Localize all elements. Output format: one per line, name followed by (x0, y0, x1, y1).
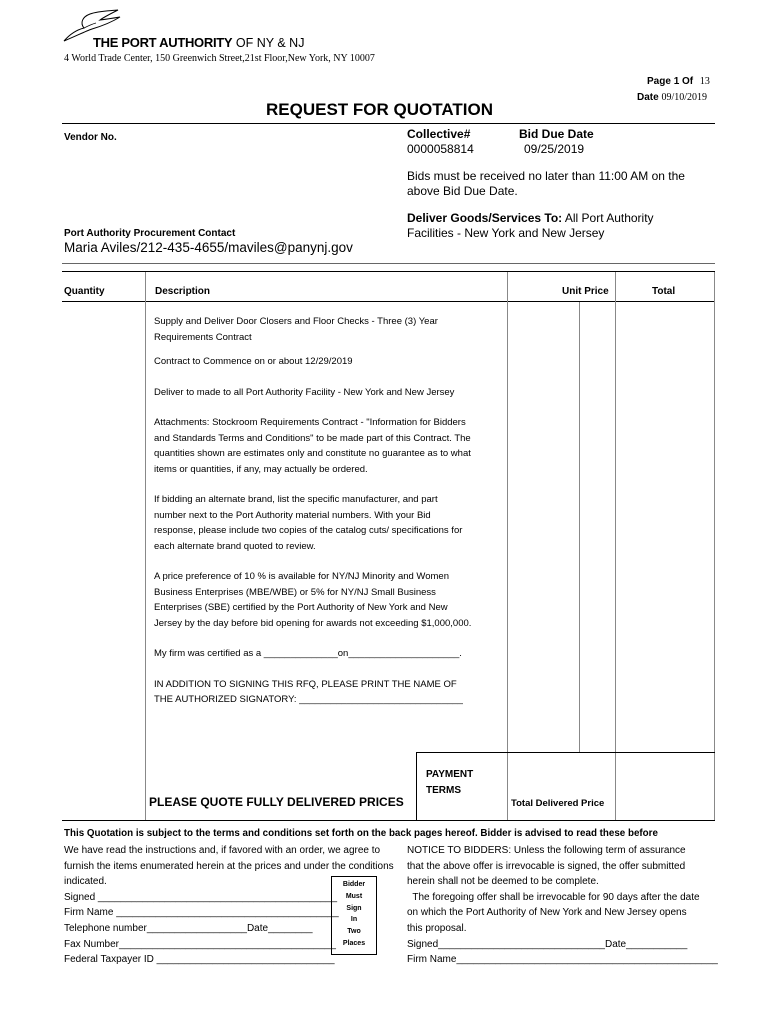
org-name-bold: THE PORT AUTHORITY (93, 35, 233, 50)
collective-value: 0000058814 (407, 142, 474, 156)
col-description: Description (155, 286, 211, 297)
divider (62, 123, 715, 124)
fax-field[interactable]: Fax Number_______________________________________ (64, 938, 336, 950)
page-indicator: Page 1 Of 13 (647, 76, 710, 87)
item-description: Supply and Deliver Door Closers and Floor Checks - Three (3) Year Requirements Contract Contract to Commence on or about 12/29/2019 Deliver to made to all Port Authority Facility - New York and New Jersey Attachments: Stockroom Requirements Contract - "Information for Bidders and Standards Terms and Conditions" to be made part of this Contract. The quantities shown are estimates only and constitute no guarantee as to what items or quantities, if any, may actually be ordered. If bidding an alternate brand, list the specific manufacturer, and part number next to the Port Authority material numbers. With your Bid response, please include two copies of the catalog cuts/ specifications for each alternate brand quoted to review. A price preference of 10 % is available for NY/NJ Minority and Women Business Enterprises (MBE/WBE) or 5% for NY/NJ Small Business Enterprises (SBE) certified by the Port Authority of New York and New Jersey by the day before bid opening for awards not exceeding $1,000,000. My firm was certified as a ______________on_____________________. IN ADDITION TO SIGNING THIS RFQ, PLEASE PRINT THE NAME OF THE AUTHORIZED SIGNATORY: _______________________________ (154, 316, 472, 705)
document-date: Date 09/10/2019 (637, 92, 708, 103)
bidder-agreement: We have read the instructions and, if favored with an order, we agree to furnish the items enumerated herein at the prices and under the conditions indicated. Signed ___________________________________________ Firm Name ________________________________________ Telephone number__________________Date________ Fax Number_______________________________________ Federal Taxpayer ID ________________________________ (64, 843, 394, 968)
total-delivered-price-label: Total Delivered Price (511, 798, 605, 809)
procurement-contact-label: Port Authority Procurement Contact (64, 228, 236, 239)
org-name-suffix: OF NY & NJ (235, 36, 305, 50)
table-bottom-line (62, 820, 715, 821)
divider (62, 271, 715, 272)
payment-terms-label: PAYMENT TERMS (426, 769, 474, 796)
bid-due-value: 09/25/2019 (524, 142, 585, 156)
bidder-must-sign-box: Bidder Must Sign In Two Places (331, 876, 377, 955)
col-unit-price: Unit Price (562, 286, 609, 297)
table-col-line (145, 272, 146, 820)
unit-price-bottom-line (507, 752, 715, 753)
quote-delivered-prices: PLEASE QUOTE FULLY DELIVERED PRICES (149, 795, 404, 809)
irrevocable-firm-name-field[interactable]: Firm Name_______________________________________________ (407, 954, 718, 966)
deliver-to: Deliver Goods/Services To: All Port Authority Facilities - New York and New Jersey (407, 211, 654, 240)
irrevocable-signed-field[interactable]: Signed______________________________Date___________ (407, 938, 688, 950)
table-col-line (714, 272, 715, 820)
org-address: 4 World Trade Center, 150 Greenwich Street,21st Floor,New York, NY 10007 (64, 53, 375, 64)
divider (62, 263, 715, 264)
vendor-no-label: Vendor No. (64, 132, 117, 143)
telephone-field[interactable]: Telephone number__________________Date________ (64, 922, 313, 934)
table-col-line (615, 272, 616, 820)
taxpayer-id-field[interactable]: Federal Taxpayer ID ________________________________ (64, 954, 335, 966)
col-total: Total (652, 286, 676, 297)
signed-field[interactable]: Signed ___________________________________________ (64, 891, 338, 903)
table-header-line (62, 301, 715, 302)
collective-label: Collective# (407, 127, 471, 141)
firm-name-field[interactable]: Firm Name ________________________________________ (64, 907, 339, 919)
bids-notice: Bids must be received no later than 11:00 AM on the above Bid Due Date. (407, 169, 685, 198)
table-col-line (507, 272, 508, 820)
bid-due-label: Bid Due Date (519, 127, 594, 141)
col-quantity: Quantity (64, 286, 105, 297)
org-name (93, 35, 304, 50)
table-col-line (579, 302, 580, 752)
notice-to-bidders: NOTICE TO BIDDERS: Unless the following term of assurance that the above offer is irrevocable is signed, the offer submitted herein shall not be deemed to be complete. The foregoing offer shall be irrevocable for 90 days after the date on which the Port Authority of New York and New Jersey opens this proposal. Signed______________________________Date___________ Firm Name_______________________________________________ (407, 843, 718, 968)
procurement-contact-value: Maria Aviles/212-435-4655/maviles@panynj.gov (64, 240, 353, 255)
terms-notice: This Quotation is subject to the terms and conditions set forth on the back pages hereof. Bidder is advised to read these before (64, 828, 658, 839)
page-title: REQUEST FOR QUOTATION (266, 100, 493, 119)
